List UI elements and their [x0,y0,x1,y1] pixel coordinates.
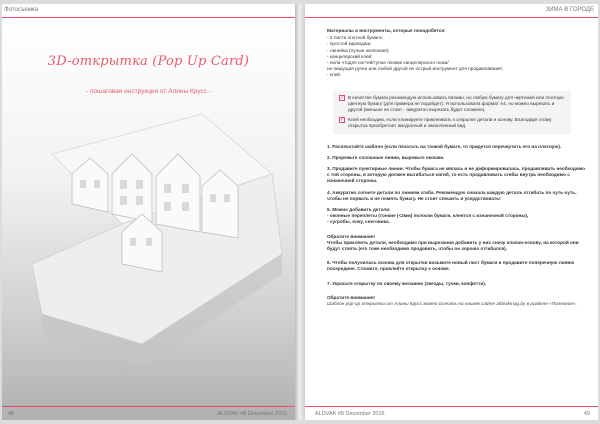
section-label: Фотосъемка [4,7,39,13]
attention-title: Обратите внимание! [327,233,375,239]
list-item: - линейка (лучше железная); [327,47,390,53]
right-page-header [305,4,598,18]
attention-text: Шаблон pop-up открытки от Алины Крусс можно скачать на нашем сайте aldvakmag.by в разделе «Полезное». [327,301,577,307]
materials-title: Материалы и инструменты, которые понадобятся: [327,28,446,33]
section-label: ЗИМА В ГОРОДЕ [545,7,594,13]
steps-list [327,144,585,308]
right-page-number: 49 [583,411,590,417]
attention-title: Обратите внимание! [327,294,375,300]
article-body [327,28,585,307]
attention-text: Чтобы приклеить детали, необходимо при вырезании добавить у них снизу клапан-основу, на которой они будут стоять (его тоже необходимо продавить, чтобы он хорошо отгибался). [327,239,579,252]
right-magazine-credit: ALDVAK #8 December 2016 [315,411,385,417]
notes-box [333,91,571,134]
list-item: - 2 листа плотной бумаги; [327,35,383,41]
step-item: 4. Аккуратно согните детали по линиям сгиба. Рекомендую сначала каждую деталь отгибать по чуть-чуть, чтобы не порвать и не помять бумагу. Не стоит спешить и усердствовать! [327,189,577,201]
step-item: - оконные переплеты (тонкие (<2мм) полоски бумаги, клеятся с изнаночной стороны), [327,213,529,219]
article-subtitle: - пошаговая инструкция от Алины Крусс - [86,88,211,95]
note-text: В качестве бумаги рекомендую использовать ватман, но любую бумагу для чертежей или плотную цветную бумагу (для примера не подойдет). Я использовала формат А4, но можно вырезать и другой (меньше не стоит - аккуратно вырезать будет сложнее). [348,94,564,113]
step-item: 6. Чтобы получилась основа для открытки возьмите новый лист бумаги и продавите поперечную линию посередине. Сложите, приклейте открытку к основе. [327,260,575,272]
page-spine [295,4,305,420]
popup-card-illustration [32,114,282,394]
check-icon: ✓ [340,94,345,101]
step-item: 1. Распечатайте шаблон (если печатать на тонкой бумаге, то придется перечертить его на плотную). [327,143,562,149]
materials-list [327,35,585,78]
left-page-number: 48 [8,411,15,417]
note-item [339,95,565,114]
right-page [305,4,598,420]
article-title: 3D-открытка (Pop Up Card) [47,54,250,69]
list-item: - простой карандаш; [327,41,372,47]
check-icon: ✓ [340,117,345,124]
list-item: не пишущая ручка или любой другой не острый инструмент для продавливания; [327,66,504,72]
note-text: Клей необходим, если планируете приклеивать к открытке детали и основу. Благодаря этому открытка приобретает аккуратный и законченный вид. [348,117,552,129]
right-footer-rule [305,406,598,407]
step-item: 2. Прорежьте сплошные линии, вырежьте окошки. [327,154,445,160]
step-item: - сугробы, елку, снеговика. [327,219,390,225]
list-item: - пила чтодля ногтей/тупое лезвие канцелярского ножа/ [327,60,449,66]
left-footer-rule [2,406,295,407]
list-item: - клей. [327,72,342,78]
step-item: 5. Можно добавить детали: [327,207,391,213]
note-item [339,117,565,129]
left-page-header [2,4,295,18]
list-item: - канцелярский клей; [327,53,373,59]
step-item: 7. Украсьте открытку по своему желанию (звезды, тучки, конфетти). [327,280,487,286]
left-page [2,4,295,420]
left-magazine-credit: ALDVAK #8 December 2016 [217,411,287,417]
step-item: 3. Продавите пунктирные линии. Чтобы бумага не мялась и не деформировалась, продавливать необходимо с той стороны, в которую должен выгибаться изгиб, то есть продавливать сгибы внутрь необходимо с изнаночной стороны. [327,166,585,184]
